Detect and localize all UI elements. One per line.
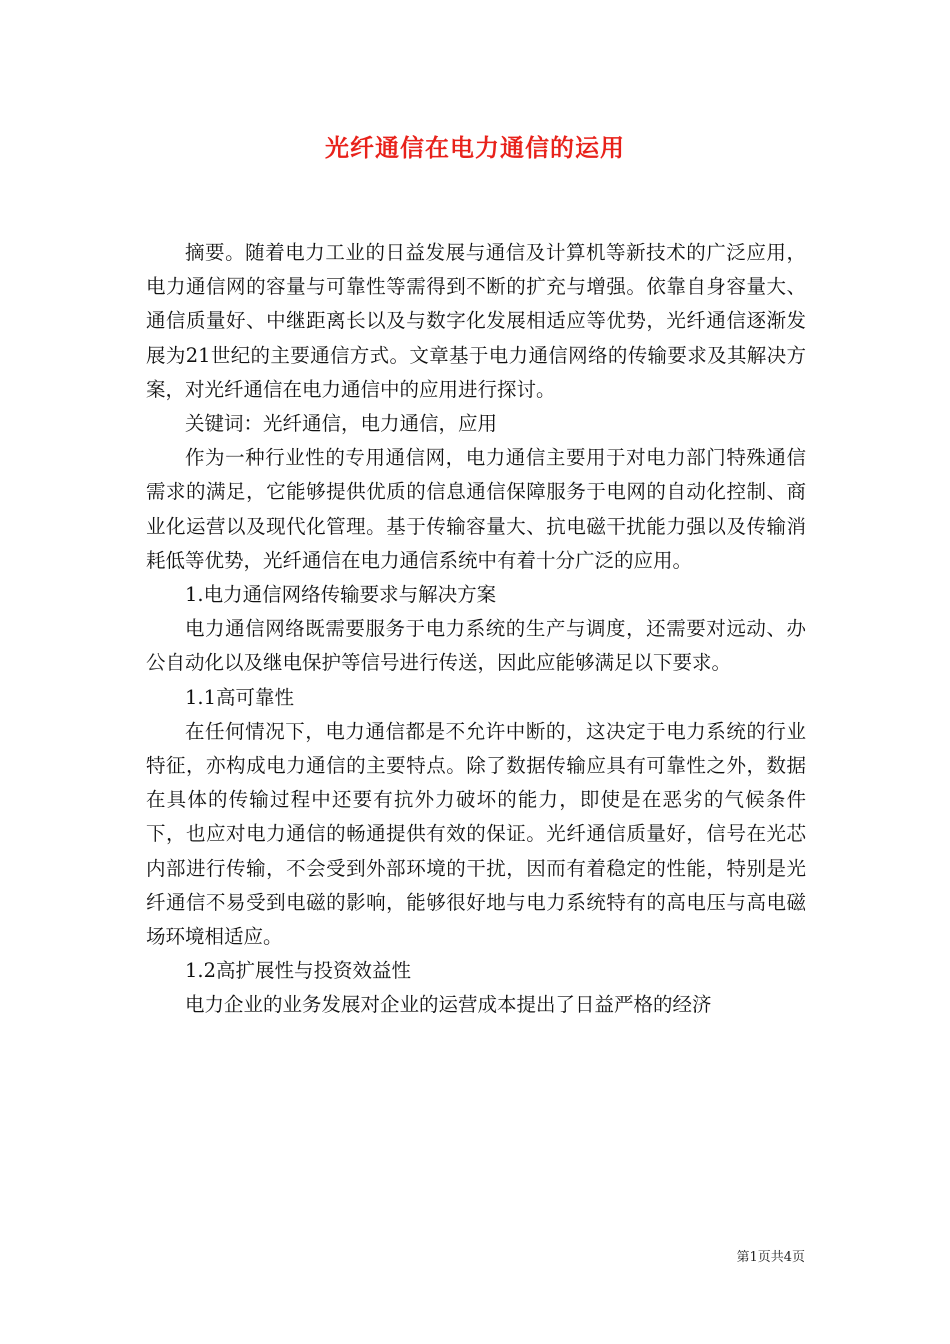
- page-number: 第1页共4页: [736, 1250, 805, 1265]
- section-heading-1-1: 1.1高可靠性: [185, 685, 295, 709]
- document-title: 光纤通信在电力通信的运用: [325, 133, 625, 162]
- keywords-paragraph: 关键词：光纤通信，电力通信，应用: [185, 412, 498, 436]
- section-1-1-paragraph: 在任何情况下，电力通信都是不允许中断的，这决定于电力系统的行业特征，亦构成电力通信的主要特点。除了数据传输应具有可靠性之外，数据在具体的传输过程中还要有抗外力破坏的能力，即使是在恶劣的气候条件下，也应对电力通信的畅通提供有效的保证。光纤通信质量好，信号在光芯内部进行传输，不会受到外部环境的干扰，因而有着稳定的性能，特别是光纤通信不易受到电磁的影响，能够很好地与电力系统特有的高电压与高电磁场环境相适应。: [146, 719, 806, 949]
- section-1-2-paragraph: 电力企业的业务发展对企业的运营成本提出了日益严格的经济: [185, 993, 712, 1017]
- section-heading-1: 1.电力通信网络传输要求与解决方案: [185, 583, 497, 607]
- section-heading-1-2: 1.2高扩展性与投资效益性: [185, 959, 412, 983]
- document-body: [146, 236, 806, 1023]
- abstract-paragraph: 摘要。随着电力工业的日益发展与通信及计算机等新技术的广泛应用，电力通信网的容量与可靠性等需得到不断的扩充与增强。依靠自身容量大、通信质量好、中继距离长以及与数字化发展相适应等优势，光纤通信逐渐发展为21世纪的主要通信方式。文章基于电力通信网络的传输要求及其解决方案，对光纤通信在电力通信中的应用进行探讨。: [146, 241, 806, 401]
- section-1-paragraph: 电力通信网络既需要服务于电力系统的生产与调度，还需要对远动、办公自动化以及继电保护等信号进行传送，因此应能够满足以下要求。: [146, 617, 806, 675]
- intro-paragraph: 作为一种行业性的专用通信网，电力通信主要用于对电力部门特殊通信需求的满足，它能够提供优质的信息通信保障服务于电网的自动化控制、商业化运营以及现代化管理。基于传输容量大、抗电磁干扰能力强以及传输消耗低等优势，光纤通信在电力通信系统中有着十分广泛的应用。: [146, 446, 806, 572]
